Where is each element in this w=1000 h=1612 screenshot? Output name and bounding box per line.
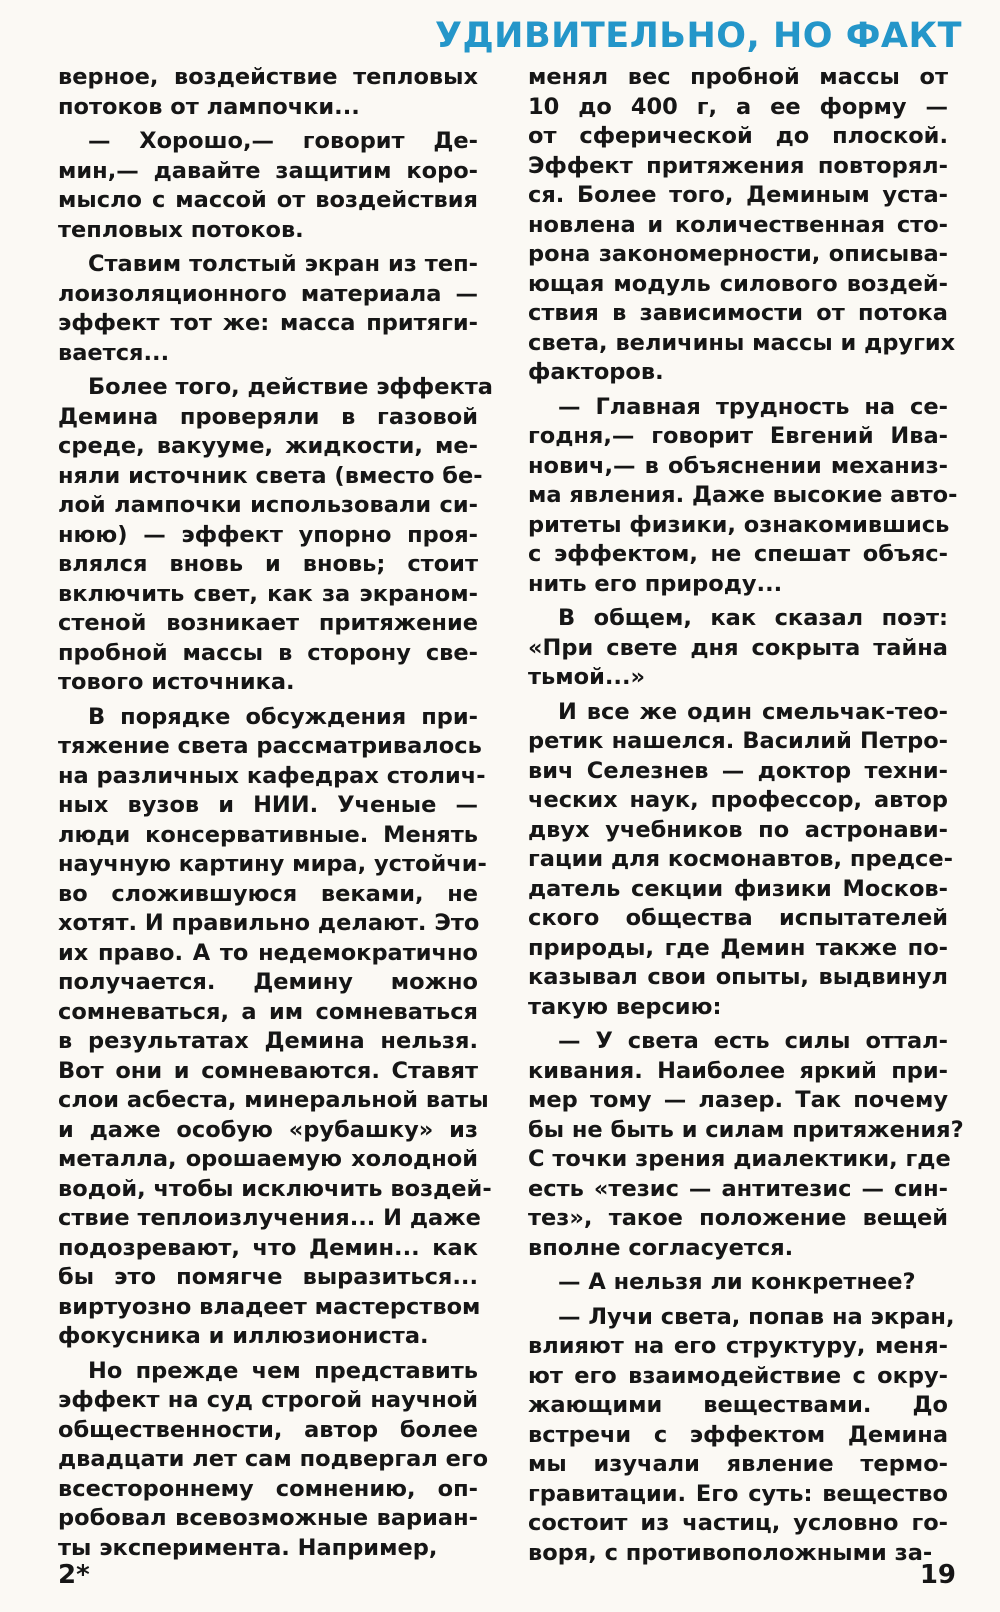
text-line: такую версию: bbox=[528, 993, 722, 1020]
text-line: ретик нашелся. Василий Петро- bbox=[528, 728, 948, 754]
text-line: включить свет, как за экраном- bbox=[58, 580, 478, 607]
text-line: влялся вновь и вновь; стоит bbox=[58, 551, 478, 577]
text-line: ствия в зависимости от потока bbox=[528, 300, 948, 326]
text-line: — У света есть силы оттал- bbox=[558, 1028, 948, 1054]
text-line: тового источника. bbox=[58, 669, 295, 695]
text-line: хотят. И правильно делают. Это bbox=[58, 910, 480, 936]
text-line: мер тому — лазер. Так почему bbox=[528, 1087, 948, 1113]
text-line: бы это помягче выразиться... bbox=[58, 1264, 478, 1290]
paragraph bbox=[58, 1357, 489, 1564]
text-line: 10 до 400 г, а ее форму — bbox=[528, 93, 948, 120]
text-line: во сложившуюся веками, не bbox=[58, 880, 478, 907]
text-line: нюю) — эффект упорно проя- bbox=[58, 521, 478, 548]
text-line: эффект тот же: масса притяги- bbox=[58, 310, 478, 336]
text-line: тьмой...» bbox=[528, 664, 646, 690]
text-line: металла, орошаемую холодной bbox=[58, 1146, 478, 1172]
paragraph bbox=[58, 63, 478, 122]
text-line: ритеты физики, ознакомившись bbox=[528, 511, 950, 538]
text-line: от сферической до плоской. bbox=[528, 123, 948, 149]
text-line: факторов. bbox=[528, 359, 664, 385]
text-line: водой, чтобы исключить воздей- bbox=[58, 1175, 492, 1202]
paragraph bbox=[528, 698, 953, 1023]
text-line: эффект на суд строгой научной bbox=[58, 1387, 478, 1413]
text-line: лоизоляционного материала — bbox=[58, 280, 478, 307]
text-line: бы не быть и силам притяжения? bbox=[528, 1116, 964, 1143]
text-line: — Лучи света, попав на экран, bbox=[558, 1303, 955, 1330]
text-line: В общем, как сказал поэт: bbox=[558, 605, 948, 631]
text-line: ма явления. Даже высокие авто- bbox=[528, 482, 958, 508]
text-line: рона закономерности, описыва- bbox=[528, 241, 948, 267]
text-line: тез», такое положение вещей bbox=[528, 1205, 948, 1231]
text-line: вается... bbox=[58, 339, 170, 366]
text-line: — Хорошо,— говорит Де- bbox=[88, 128, 478, 154]
text-line: люди консервативные. Менять bbox=[58, 821, 478, 848]
paragraph bbox=[528, 1268, 948, 1298]
text-line: света, величины массы и других bbox=[528, 329, 956, 356]
text-line: датель секции физики Москов- bbox=[528, 875, 948, 902]
text-line: мы изучали явление термо- bbox=[528, 1451, 948, 1477]
text-line: вполне согласуется. bbox=[528, 1234, 794, 1261]
text-line: есть «тезис — антитезис — син- bbox=[528, 1175, 948, 1202]
text-line: Демина проверяли в газовой bbox=[58, 403, 478, 430]
paragraph bbox=[58, 373, 493, 698]
text-line: в результатах Демина нельзя. bbox=[58, 1028, 478, 1054]
paragraph bbox=[58, 250, 478, 368]
text-line: стеной возникает притяжение bbox=[58, 610, 478, 636]
text-line: Более того, действие эффекта bbox=[88, 374, 493, 400]
text-line: ского общества испытателей bbox=[528, 905, 948, 931]
text-line: пробной массы в сторону све- bbox=[58, 639, 478, 666]
text-line: всестороннему сомнению, оп- bbox=[58, 1475, 478, 1502]
paragraph bbox=[528, 1027, 964, 1263]
paragraph bbox=[58, 127, 478, 245]
text-line: гравитации. Его суть: вещество bbox=[528, 1480, 948, 1507]
text-line: робовал всевозможные вариан- bbox=[58, 1505, 478, 1531]
text-line: сомневаться, а им сомневаться bbox=[58, 998, 478, 1025]
paragraph bbox=[528, 63, 956, 388]
text-line: двадцати лет сам подвергал его bbox=[58, 1446, 489, 1472]
text-line: лой лампочки использовали си- bbox=[58, 492, 478, 518]
text-line: Но прежде чем представить bbox=[88, 1357, 478, 1384]
text-line: на различных кафедрах столич- bbox=[58, 762, 486, 789]
text-line: нович,— в объяснении механиз- bbox=[528, 452, 948, 479]
text-line: казывал свои опыты, выдвинул bbox=[528, 964, 948, 990]
paragraph bbox=[58, 703, 492, 1352]
text-line: влияют на его структуру, меня- bbox=[528, 1333, 948, 1359]
paragraph bbox=[528, 1303, 955, 1569]
text-line: ты эксперимента. Например, bbox=[58, 1534, 438, 1561]
text-line: Ставим толстый экран из теп- bbox=[88, 251, 478, 277]
text-line: фокусника и иллюзиониста. bbox=[58, 1323, 429, 1349]
text-line: Эффект притяжения повторял- bbox=[528, 152, 948, 179]
text-line: гации для космонавтов, предсе- bbox=[528, 846, 953, 872]
text-line: няли источник света (вместо бе- bbox=[58, 462, 483, 489]
text-line: кивания. Наиболее яркий при- bbox=[528, 1057, 948, 1084]
text-line: ют его взаимодействие с окру- bbox=[528, 1362, 948, 1389]
text-column-left bbox=[58, 63, 493, 1568]
text-line: С точки зрения диалектики, где bbox=[528, 1146, 951, 1172]
text-line: воря, с противоположными за- bbox=[528, 1539, 933, 1566]
text-line: встречи с эффектом Демина bbox=[528, 1421, 948, 1448]
text-line: менял вес пробной массы от bbox=[528, 64, 948, 90]
text-line: ствие теплоизлучения... И даже bbox=[58, 1205, 481, 1231]
text-line: научную картину мира, устойчи- bbox=[58, 851, 487, 877]
text-line: тепловых потоков. bbox=[58, 216, 304, 243]
text-line: вич Селезнев — доктор техни- bbox=[528, 757, 948, 784]
text-line: среде, вакууме, жидкости, ме- bbox=[58, 433, 478, 459]
text-line: — А нельзя ли конкретнее? bbox=[558, 1269, 916, 1295]
text-line: тяжение света рассматривалось bbox=[58, 733, 482, 759]
text-line: ных вузов и НИИ. Ученые — bbox=[58, 792, 478, 818]
text-line: и даже особую «рубашку» из bbox=[58, 1116, 478, 1143]
text-line: природы, где Демин также по- bbox=[528, 934, 948, 961]
text-line: ющая модуль силового воздей- bbox=[528, 270, 948, 297]
text-line: годня,— говорит Евгений Ива- bbox=[528, 423, 948, 449]
text-column-right bbox=[528, 63, 964, 1573]
signature-mark: 2* bbox=[58, 1560, 90, 1590]
text-line: «При свете дня сокрыта тайна bbox=[528, 634, 948, 661]
text-line: нить его природу... bbox=[528, 570, 783, 597]
text-line: слои асбеста, минеральной ваты bbox=[58, 1087, 489, 1113]
text-line: ческих наук, профессор, автор bbox=[528, 787, 948, 813]
text-line: мысло с массой от воздействия bbox=[58, 187, 478, 213]
text-line: общественности, автор более bbox=[58, 1416, 478, 1443]
text-line: новлена и количественная сто- bbox=[528, 211, 948, 238]
text-line: состоит из частиц, условно го- bbox=[528, 1510, 948, 1536]
text-line: Вот они и сомневаются. Ставят bbox=[58, 1057, 478, 1084]
paragraph bbox=[528, 393, 958, 600]
text-line: мин,— давайте защитим коро- bbox=[58, 157, 478, 184]
section-title: УДИВИТЕЛЬНО, НО ФАКТ bbox=[435, 16, 962, 56]
text-line: подозревают, что Демин... как bbox=[58, 1234, 478, 1261]
text-line: верное, воздействие тепловых bbox=[58, 64, 478, 90]
text-line: их право. А то недемократично bbox=[58, 939, 478, 966]
text-line: В порядке обсуждения при- bbox=[88, 703, 478, 730]
text-line: ся. Более того, Деминым уста- bbox=[528, 182, 948, 208]
text-line: И все же один смельчак-тео- bbox=[558, 698, 948, 725]
paragraph bbox=[528, 604, 948, 693]
text-line: — Главная трудность на се- bbox=[558, 393, 948, 420]
text-line: жающими веществами. До bbox=[528, 1392, 948, 1418]
page-number: 19 bbox=[919, 1560, 956, 1590]
text-line: виртуозно владеет мастерством bbox=[58, 1293, 481, 1320]
text-line: с эффектом, не спешат объяс- bbox=[528, 541, 948, 567]
text-line: потоков от лампочки... bbox=[58, 93, 360, 120]
text-line: получается. Демину можно bbox=[58, 969, 478, 995]
text-line: двух учебников по астронави- bbox=[528, 816, 948, 843]
